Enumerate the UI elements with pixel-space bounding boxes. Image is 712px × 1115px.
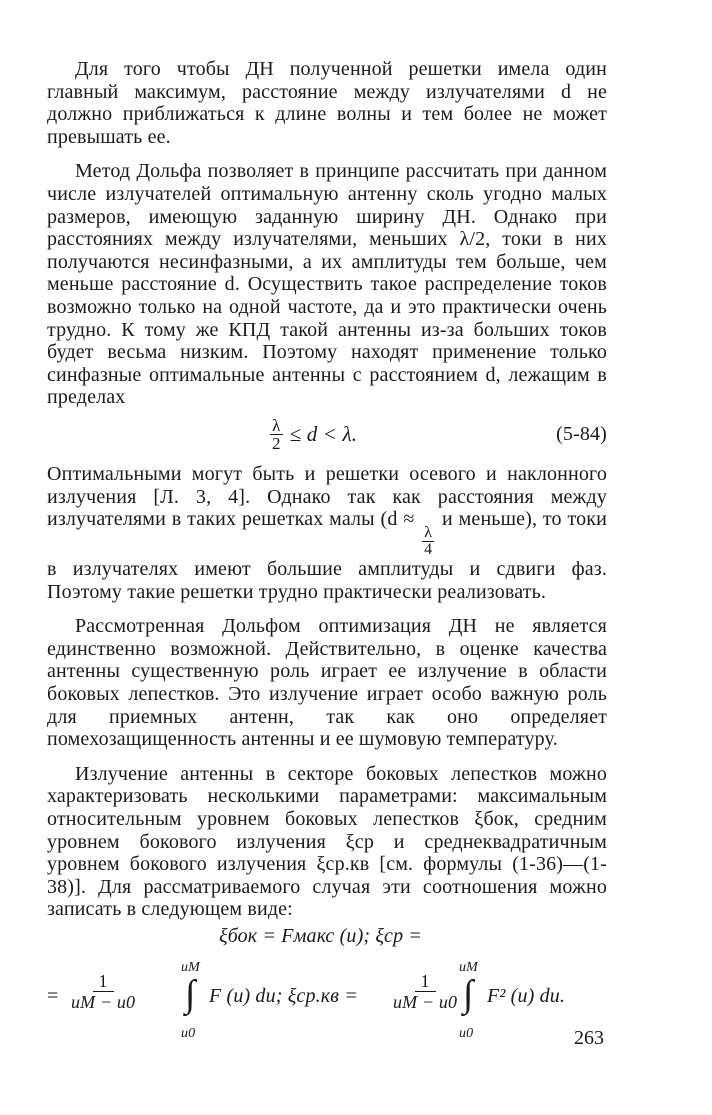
paragraph-4: Рассмотренная Дольфом оптимизация ДН не является единственно возможной. Действительно, в оценке качества антенны существенную роль играет ее излучение в области боковых лепестков. Это излучение играет особо важную роль для приемных антенн, так как оно определяет помехозащищенность антенны и ее шумовую температуру. bbox=[47, 615, 607, 751]
first-integrand: F (u) du; ξср.кв = bbox=[209, 985, 358, 1007]
lambda-quarter-fraction bbox=[422, 525, 434, 558]
integral-sign-2: ∫ bbox=[463, 973, 474, 1015]
integral-lower-limit: u0 bbox=[459, 1026, 474, 1041]
fraction-numerator: λ bbox=[424, 524, 433, 542]
fraction-denominator: 4 bbox=[424, 541, 433, 559]
paragraph-3-part-b: и меньше), то токи в излучателях имеют большие амплитуды и сдвиги фаз. Поэтому такие решетки трудно практически реализовать. bbox=[47, 508, 607, 603]
fraction-numerator: 1 bbox=[93, 971, 114, 992]
second-fraction bbox=[393, 971, 457, 1012]
fraction-denominator: uM − u0 bbox=[71, 992, 136, 1012]
equals-sign: = bbox=[47, 985, 59, 1007]
lambda-half-fraction bbox=[270, 417, 283, 452]
equation-5-84 bbox=[47, 411, 607, 463]
first-fraction bbox=[71, 971, 135, 1012]
paragraph-1: Для того чтобы ДН полученной решетки имела один главный максимум, расстояние между излучателями d не должно приближаться к длине волны и тем более не может превышать ее. bbox=[47, 58, 607, 148]
integral-lower-limit: u0 bbox=[181, 1026, 196, 1041]
fraction-denominator: uM − u0 bbox=[393, 992, 458, 1012]
paragraph-3-part-a: Оптимальными могут быть и решетки осевого и наклонного излучения [Л. 3, 4]. Однако так как расстояния между излучателями в таких решетках малы (d ≈ bbox=[47, 462, 607, 531]
fraction-denominator: 2 bbox=[272, 433, 281, 453]
integral-upper-limit: uM bbox=[459, 960, 478, 975]
paragraph-3 bbox=[47, 463, 607, 603]
equation-number: (5-84) bbox=[556, 422, 607, 445]
integral-upper-limit: uM bbox=[181, 960, 200, 975]
fraction-numerator: 1 bbox=[415, 971, 436, 992]
second-integrand: F² (u) du. bbox=[487, 985, 566, 1007]
equation-5-84-expression bbox=[267, 417, 357, 452]
equation-line-2 bbox=[47, 959, 607, 1039]
equation-line-1: ξбок = Fмакс (u); ξср = bbox=[219, 925, 423, 947]
equation-side-lobe-levels bbox=[47, 925, 607, 1045]
integral-sign-1: ∫ bbox=[185, 973, 196, 1015]
paragraph-2: Метод Дольфа позволяет в принципе рассчитать при данном числе излучателей оптимальную антенну сколь угодно малых размеров, имеющую заданную ширину ДН. Однако при расстояниях между излучателями, меньших λ/2, токи в них получаются несинфазными, а их амплитуды тем больше, чем меньше расстояние d. Осуществить такое распределение токов возможно только на одной частоте, да и это практически очень трудно. К тому же КПД такой антенны из-за больших токов будет весьма низким. Поэтому находят применение только синфазные оптимальные антенны с расстоянием d, лежащим в пределах bbox=[47, 160, 607, 409]
fraction-numerator: λ bbox=[272, 415, 281, 435]
text-column bbox=[47, 58, 607, 1045]
equation-inequality: ≤ d < λ. bbox=[289, 422, 358, 447]
paragraph-5: Излучение антенны в секторе боковых лепестков можно характеризовать несколькими параметрами: максимальным относительным уровнем боковых лепестков ξбок, средним уровнем бокового излучения ξср и среднеквадратичным уровнем бокового излучения ξср.кв [см. формулы (1-36)—(1-38)]. Для рассматриваемого случая эти соотношения можно записать в следующем виде: bbox=[47, 762, 607, 921]
page-number: 263 bbox=[574, 1027, 604, 1049]
